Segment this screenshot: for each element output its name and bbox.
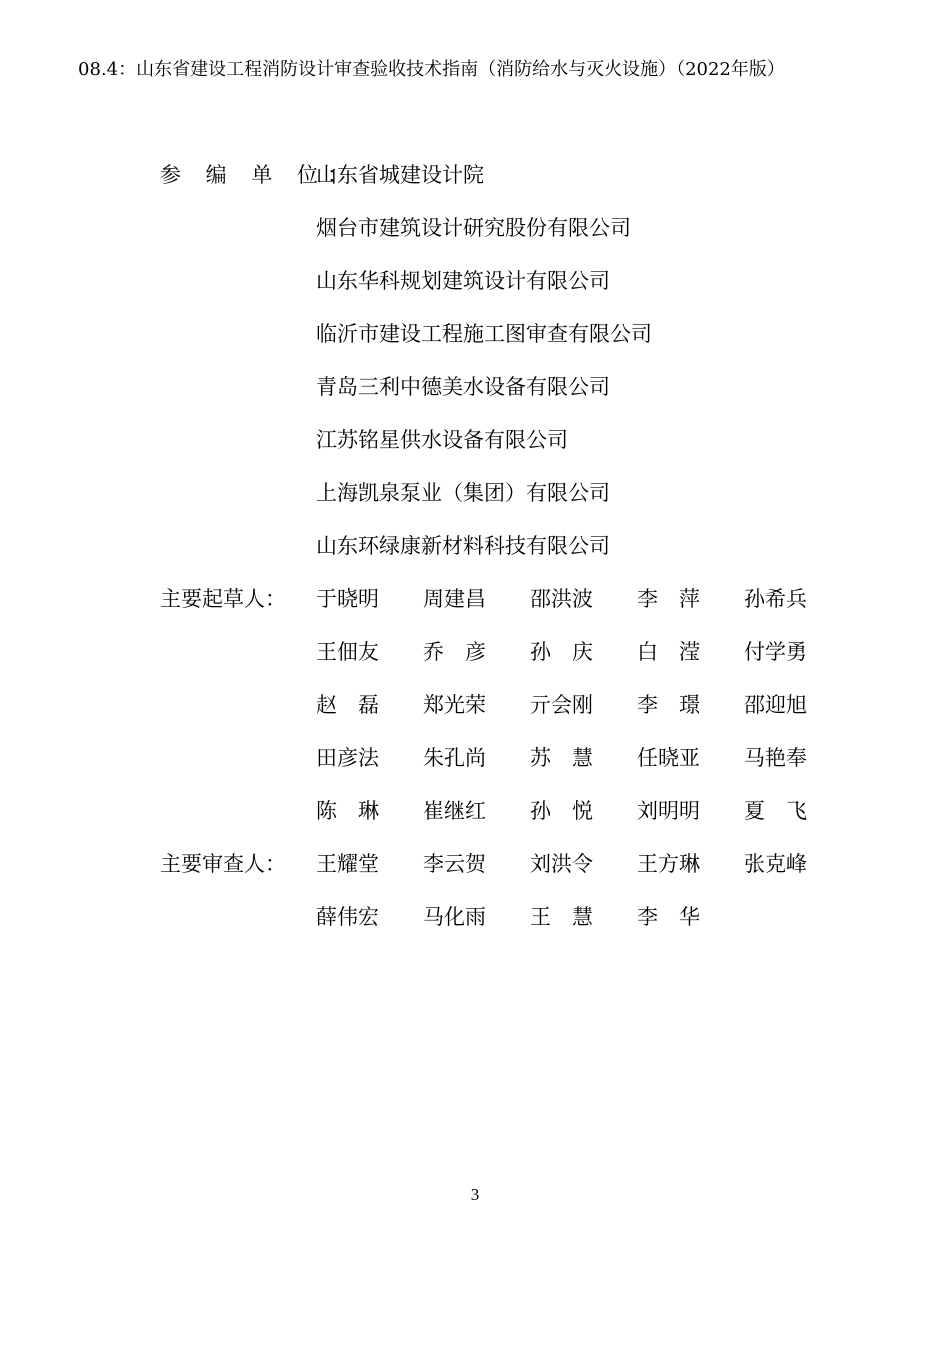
page-number: 3 [470,1185,480,1204]
person-name: 李 璟 [637,693,700,717]
participating-unit: 山东省城建设计院 [316,163,484,187]
name-row [316,902,851,955]
person-name: 马艳奉 [744,746,807,770]
person-name: 李 萍 [637,587,700,611]
person-name: 白 滢 [637,640,700,664]
person-name: 王耀堂 [316,852,379,876]
person-name: 崔继红 [423,799,486,823]
person-name: 亓会刚 [530,693,593,717]
name-row [316,690,851,743]
person-name: 王方琳 [637,852,700,876]
person-name: 周建昌 [423,587,486,611]
person-name: 孙 悦 [530,799,593,823]
document-header: 08.4：山东省建设工程消防设计审查验收技术指南（消防给水与灭火设施）（2022年版） [78,59,785,80]
person-name: 薛伟宏 [316,905,379,929]
main-drafters-label: 主要起草人： [160,587,286,611]
person-name: 孙 庆 [530,640,593,664]
person-name: 王 慧 [530,905,593,929]
person-name: 马化雨 [423,905,486,929]
name-row [316,796,851,849]
participating-unit: 山东环绿康新材料科技有限公司 [316,534,610,558]
person-name: 朱孔尚 [423,746,486,770]
person-name: 陈 琳 [316,799,379,823]
name-row [316,849,851,902]
person-name: 付学勇 [744,640,807,664]
participating-unit: 青岛三利中德美水设备有限公司 [316,375,610,399]
person-name: 李 华 [637,905,700,929]
participating-unit: 上海凯泉泵业（集团）有限公司 [316,481,610,505]
person-name: 郑光荣 [423,693,486,717]
person-name: 孙希兵 [744,587,807,611]
person-name: 苏 慧 [530,746,593,770]
participating-unit: 烟台市建筑设计研究股份有限公司 [316,216,631,240]
person-name: 刘明明 [637,799,700,823]
participating-unit: 山东华科规划建筑设计有限公司 [316,269,610,293]
name-row [316,743,851,796]
main-drafters-grid [316,584,851,849]
main-reviewers-label: 主要审查人： [160,852,286,876]
person-name: 赵 磊 [316,693,379,717]
person-name: 乔 彦 [423,640,486,664]
person-name: 刘洪令 [530,852,593,876]
person-name: 于晓明 [316,587,379,611]
name-row [316,637,851,690]
participating-unit: 临沂市建设工程施工图审查有限公司 [316,322,652,346]
participating-units-label: 参 编 单 位： [160,163,358,187]
main-reviewers-grid [316,849,851,955]
participating-unit: 江苏铭星供水设备有限公司 [316,428,568,452]
person-name: 任晓亚 [637,746,700,770]
person-name: 王佃友 [316,640,379,664]
person-name: 李云贺 [423,852,486,876]
participating-units-list [316,160,652,584]
name-row [316,584,851,637]
person-name: 邵迎旭 [744,693,807,717]
person-name: 张克峰 [744,852,807,876]
person-name: 夏 飞 [744,799,807,823]
person-name: 邵洪波 [530,587,593,611]
person-name: 田彦法 [316,746,379,770]
